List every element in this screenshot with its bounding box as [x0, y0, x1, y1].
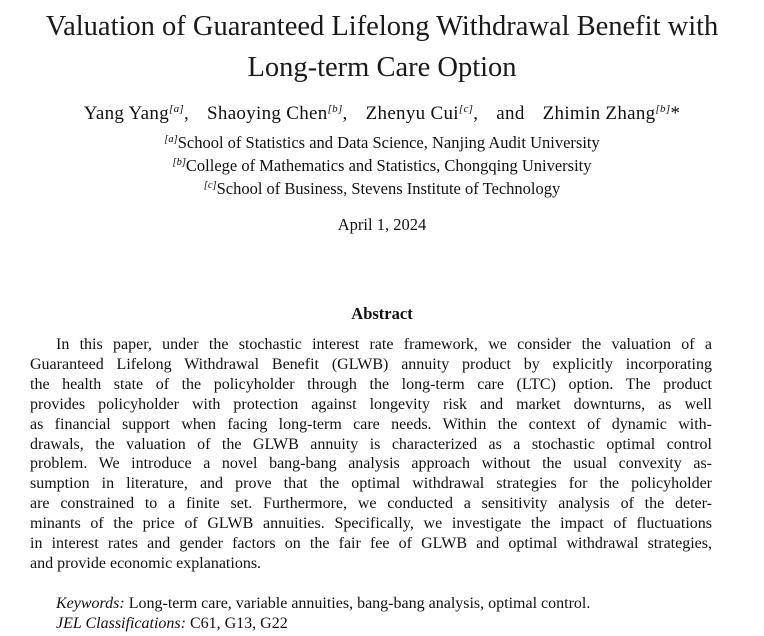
abstract-line: in interest rates and gender factors on the fair fee of GLWB and optimal withdrawal strategies,: [30, 535, 712, 553]
jel-label: JEL Classifications:: [56, 615, 186, 632]
keywords-label: Keywords:: [56, 595, 125, 612]
abstract-line: as financial support when facing long-term care needs. Within the context of dynamic with-: [30, 415, 712, 433]
keywords-text: Long-term care, variable annuities, bang-bang analysis, optimal control.: [128, 595, 591, 612]
affiliation-list: [0, 131, 764, 200]
keywords-line: [56, 594, 590, 614]
abstract-line: In this paper, under the stochastic interest rate framework, we consider the valuation of a: [56, 336, 712, 353]
abstract-line: and provide economic explanations.: [30, 554, 262, 572]
author: Zhimin Zhang[b]*: [542, 103, 681, 124]
affiliation: [a]School of Statistics and Data Science, Nanjing Audit University: [164, 133, 600, 152]
abstract-line: minants of the price of GLWB annuities. Specifically, we investigate the impact of fluctuations: [30, 515, 712, 533]
author: Yang Yang[a],: [83, 103, 190, 124]
affiliation: [b]College of Mathematics and Statistics, Chongqing University: [172, 156, 592, 175]
author: Shaoying Chen[b],: [207, 103, 348, 124]
jel-line: [56, 614, 590, 634]
title-line-1: Valuation of Guaranteed Lifelong Withdrawal Benefit with: [45, 11, 719, 42]
abstract-line: drawals, the valuation of the GLWB annuity is characterized as a stochastic optimal control: [30, 435, 712, 453]
author-conjunction: and: [496, 103, 525, 124]
author: Zhenyu Cui[c],: [365, 103, 479, 124]
paper-date: April 1, 2024: [337, 215, 427, 234]
keywords-block: [56, 594, 590, 634]
affiliation: [c]School of Business, Stevens Institute of Technology: [203, 179, 561, 198]
paper-title: [0, 6, 764, 88]
jel-text: C61, G13, G22: [189, 615, 288, 632]
author-list: [0, 101, 764, 127]
abstract-line: are constrained to a finite set. Furthermore, we conducted a sensitivity analysis of the deter-: [30, 495, 712, 513]
abstract-line: sumption in literature, and prove that the optimal withdrawal strategies for the policyholder: [30, 475, 712, 493]
abstract-body: [30, 335, 712, 574]
title-line-2: Long-term Care Option: [247, 52, 517, 83]
abstract-heading: Abstract: [351, 304, 413, 323]
abstract-line: problem. We introduce a novel bang-bang analysis approach without the usual convexity as-: [30, 455, 712, 473]
abstract-line: provides policyholder with protection against longevity risk and market downturns, as well: [30, 395, 712, 413]
abstract-line: the health state of the policyholder through the long-term care (LTC) option. The product: [30, 375, 712, 393]
abstract-line: Guaranteed Lifelong Withdrawal Benefit (GLWB) annuity product by explicitly incorporating: [30, 355, 712, 373]
